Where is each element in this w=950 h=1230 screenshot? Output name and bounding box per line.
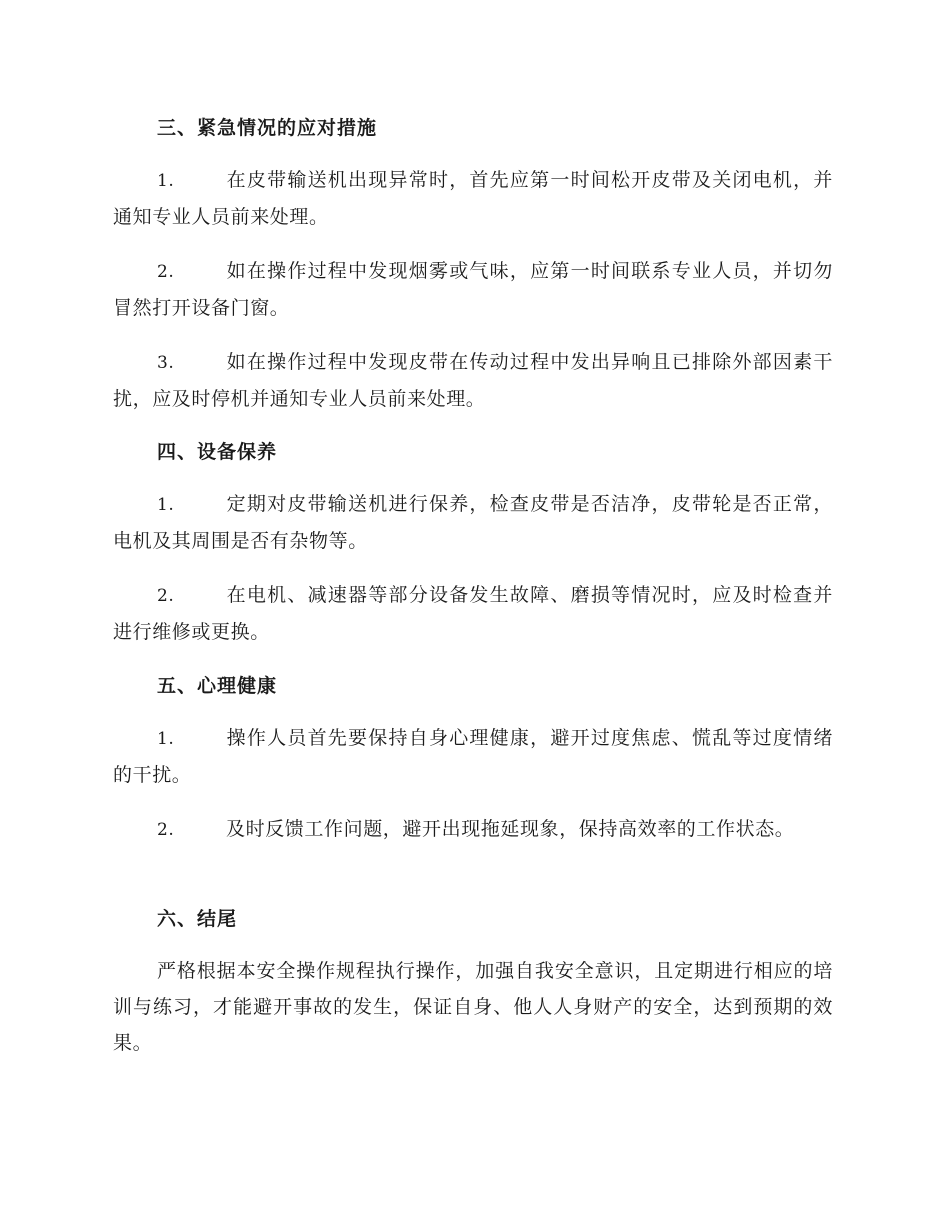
item-text: 及时反馈工作问题，避开出现拖延现象，保持高效率的工作状态。 — [226, 818, 795, 840]
list-item — [113, 577, 833, 650]
section-heading-maintenance: 四、设备保养 — [157, 441, 278, 463]
item-number: 2. — [157, 262, 175, 282]
item-text: 在电机、减速器等部分设备发生故障、磨损等情况时，应及时检查并进行维修或更换。 — [113, 584, 833, 643]
list-item — [113, 162, 833, 235]
item-number: 1. — [157, 495, 175, 515]
item-number: 3. — [157, 353, 175, 373]
item-text: 如在操作过程中发现烟雾或气味，应第一时间联系专业人员，并切勿冒然打开设备门窗。 — [113, 260, 833, 319]
section-heading-conclusion: 六、结尾 — [157, 908, 238, 930]
item-number: 1. — [157, 171, 175, 191]
item-number: 2. — [157, 820, 175, 840]
item-text: 操作人员首先要保持自身心理健康，避开过度焦虑、慌乱等过度情绪的干扰。 — [113, 727, 833, 786]
item-number: 2. — [157, 586, 175, 606]
item-text: 如在操作过程中发现皮带在传动过程中发出异响且已排除外部因素干扰，应及时停机并通知专业人员前来处理。 — [113, 351, 833, 410]
list-item — [113, 720, 833, 793]
list-item — [113, 486, 833, 559]
conclusion-paragraph: 严格根据本安全操作规程执行操作，加强自我安全意识，且定期进行相应的培训与练习，才能避开事故的发生，保证自身、他人人身财产的安全，达到预期的效果。 — [113, 960, 833, 1054]
item-text: 定期对皮带输送机进行保养，检查皮带是否洁净，皮带轮是否正常，电机及其周围是否有杂物等。 — [113, 493, 833, 552]
item-number: 1. — [157, 729, 175, 749]
list-item — [113, 344, 833, 417]
section-heading-mental-health: 五、心理健康 — [157, 675, 278, 697]
item-text: 在皮带输送机出现异常时，首先应第一时间松开皮带及关闭电机，并通知专业人员前来处理。 — [113, 169, 833, 228]
list-item — [113, 253, 833, 326]
list-item — [113, 811, 833, 848]
section-heading-emergency: 三、紧急情况的应对措施 — [157, 117, 378, 139]
